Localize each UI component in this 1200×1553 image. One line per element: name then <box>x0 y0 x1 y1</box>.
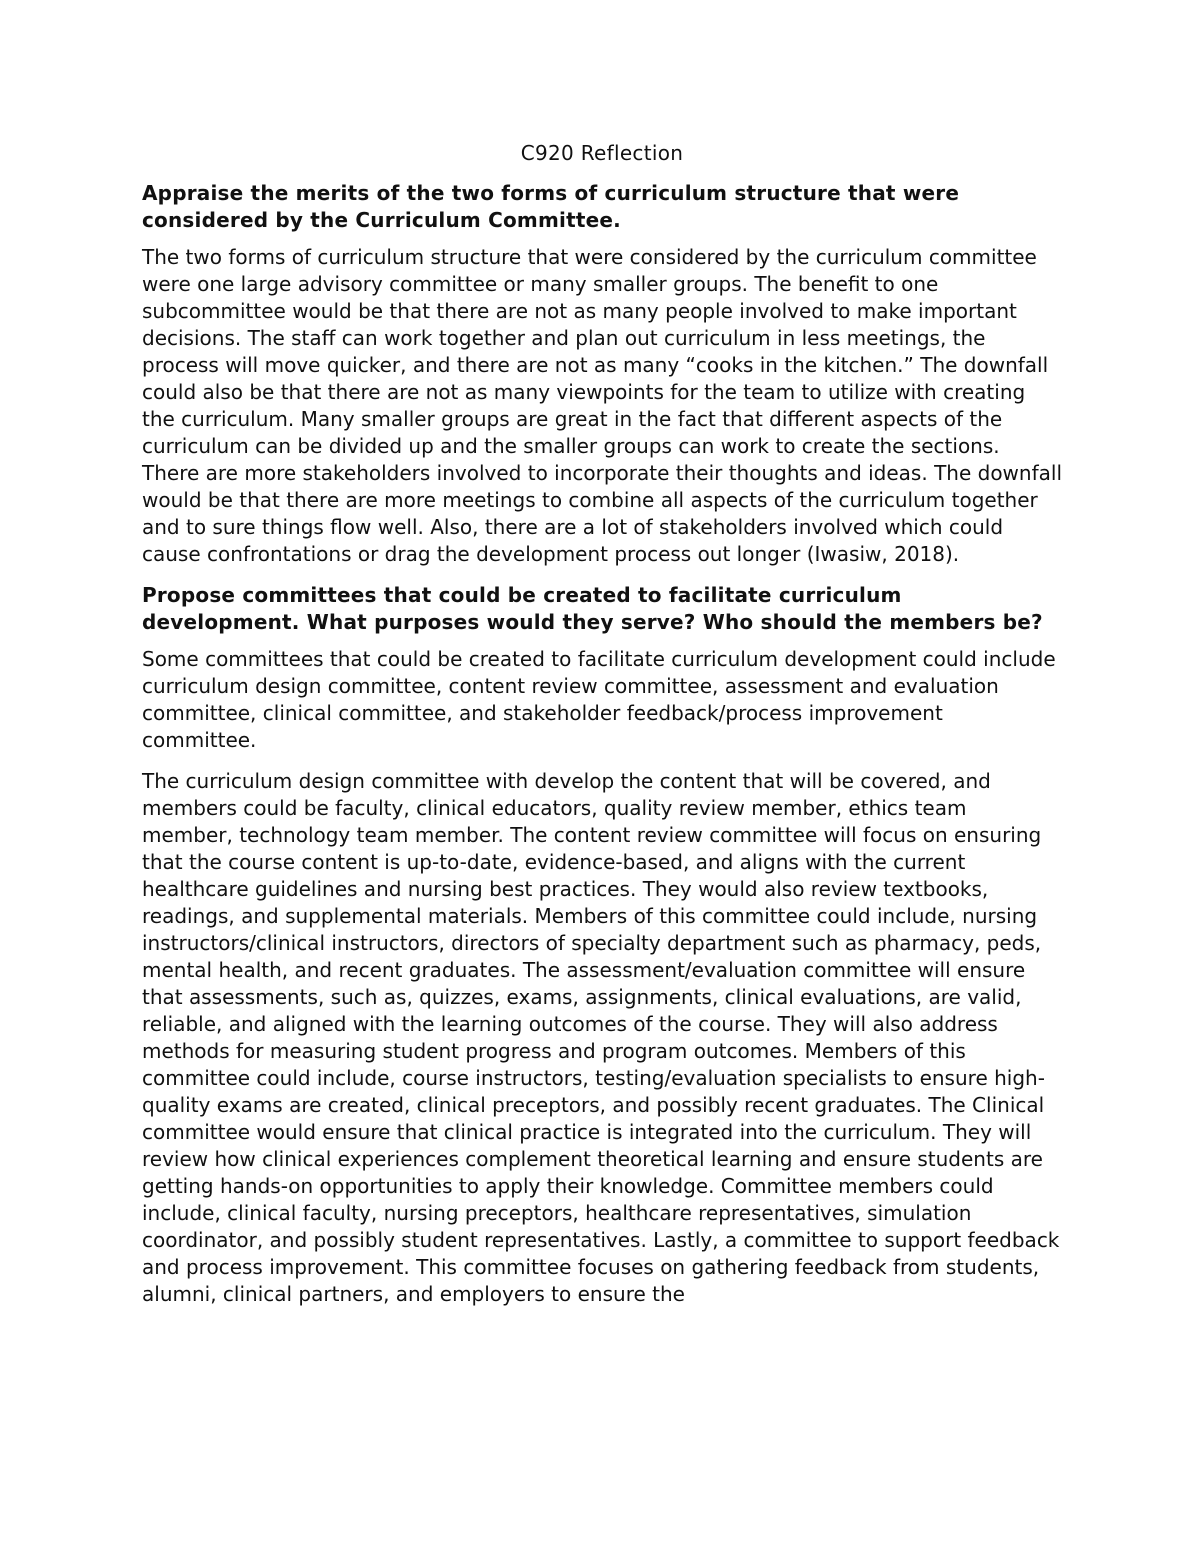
body-paragraph: The two forms of curriculum structure that were considered by the curriculum committee were one large advisory committee or many smaller groups. The benefit to one subcommittee would be that there are not as many people involved to make important decisions. The staff can work together and plan out curriculum in less meetings, the process will move quicker, and there are not as many “cooks in the kitchen.” The downfall could also be that there are not as many viewpoints for the team to utilize with creating the curriculum. Many smaller groups are great in the fact that different aspects of the curriculum can be divided up and the smaller groups can work to create the sections. There are more stakeholders involved to incorporate their thoughts and ideas. The downfall would be that there are more meetings to combine all aspects of the curriculum together and to sure things flow well. Also, there are a lot of stakeholders involved which could cause confrontations or drag the development process out longer (Iwasiw, 2018). <box>142 245 1062 566</box>
section-curriculum-structure <box>142 180 1062 568</box>
body-paragraph: The curriculum design committee with develop the content that will be covered, and members could be faculty, clinical educators, quality review member, ethics team member, technology team member. The content review committee will focus on ensuring that the course content is up-to-date, evidence-based, and aligns with the current healthcare guidelines and nursing best practices. They would also review textbooks, readings, and supplemental materials. Members of this committee could include, nursing instructors/clinical instructors, directors of specialty department such as pharmacy, peds, mental health, and recent graduates. The assessment/evaluation committee will ensure that assessments, such as, quizzes, exams, assignments, clinical evaluations, are valid, reliable, and aligned with the learning outcomes of the course. They will also address methods for measuring student progress and program outcomes. Members of this committee could include, course instructors, testing/evaluation specialists to ensure high-quality exams are created, clinical preceptors, and possibly recent graduates. The Clinical committee would ensure that clinical practice is integrated into the curriculum. They will review how clinical experiences complement theoretical learning and ensure students are getting hands-on opportunities to apply their knowledge. Committee members could include, clinical faculty, nursing preceptors, healthcare representatives, simulation coordinator, and possibly student representatives. Lastly, a committee to support feedback and process improvement. This committee focuses on gathering feedback from students, alumni, clinical partners, and employers to ensure the <box>142 769 1060 1306</box>
document-page <box>142 138 1062 1322</box>
section-proposed-committees <box>142 582 1062 1308</box>
question-heading: Appraise the merits of the two forms of curriculum structure that were considered by the Curriculum Committee. <box>142 181 960 232</box>
document-title: C920 Reflection <box>520 141 684 165</box>
question-heading: Propose committees that could be created to facilitate curriculum development. What purposes would they serve? Who should the members be? <box>142 583 1043 634</box>
body-paragraph: Some committees that could be created to facilitate curriculum development could include curriculum design committee, content review committee, assessment and evaluation committee, clinical committee, and stakeholder feedback/process improvement committee. <box>142 647 1056 752</box>
